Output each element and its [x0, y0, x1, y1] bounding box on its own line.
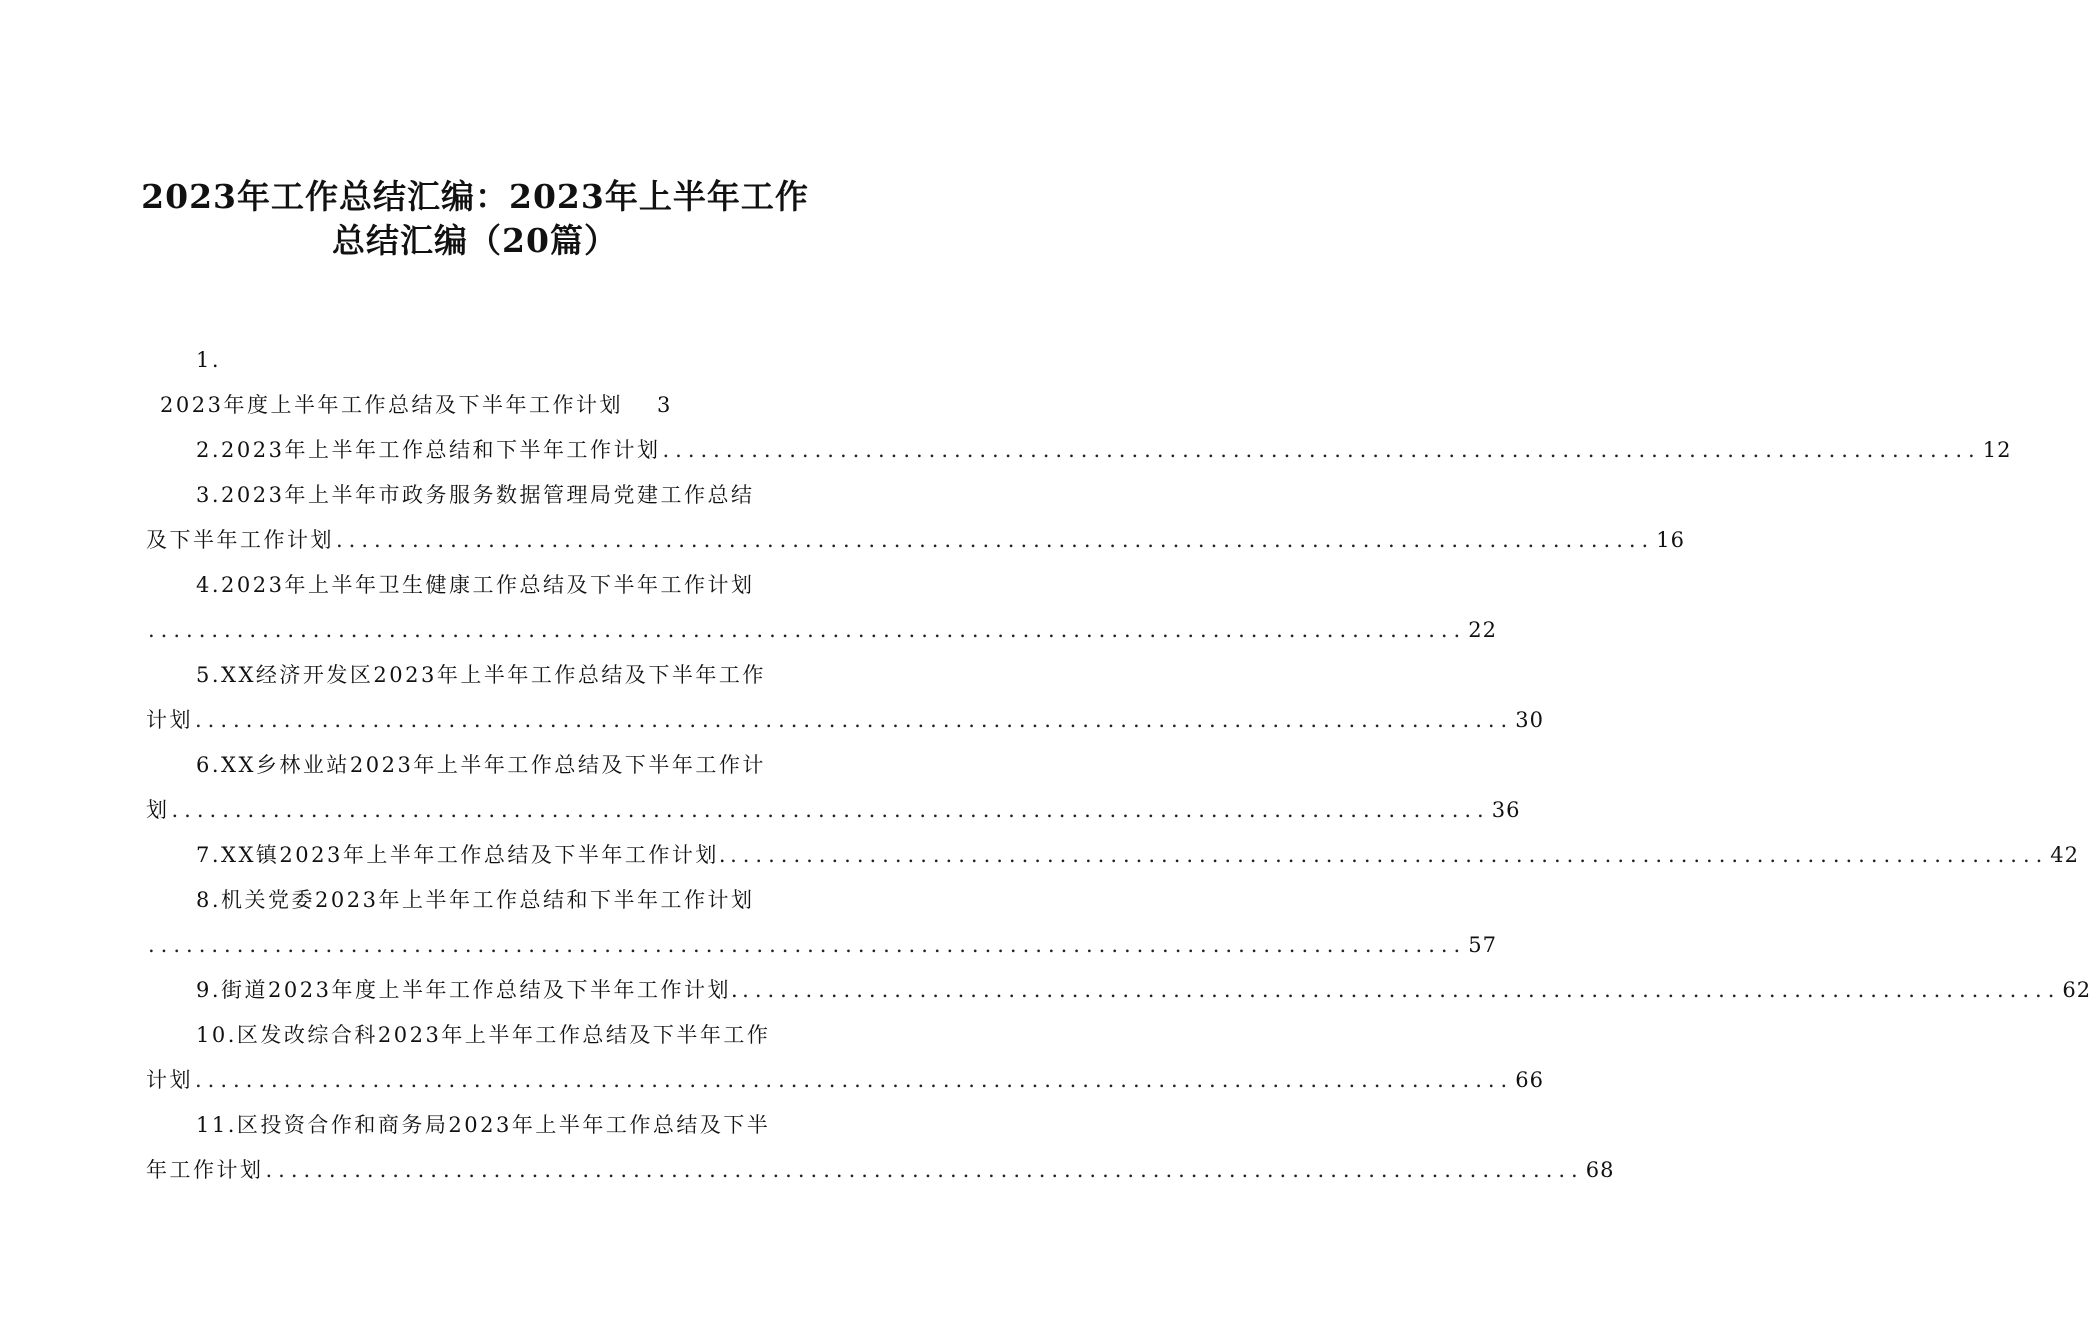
- toc-leader-dots: ........................................................................................................: [730, 843, 2049, 867]
- toc-entry-page: 42: [2050, 843, 2080, 867]
- toc-entry-page: 3: [656, 393, 672, 417]
- toc-entry-text: 4.2023年上半年卫生健康工作总结及下半年工作计划: [196, 573, 755, 597]
- toc-entry-9[interactable]: [146, 968, 2091, 1013]
- toc-entry-4-continued[interactable]: [146, 608, 1497, 653]
- toc-entry-6-continued[interactable]: [146, 788, 1521, 833]
- toc-entry-11[interactable]: [146, 1103, 806, 1148]
- toc-entry-8[interactable]: [146, 878, 806, 923]
- toc-entry-text: 及下半年工作计划: [146, 528, 334, 552]
- toc-entry-page: 36: [1491, 798, 1521, 822]
- toc-entry-text: 9.街道2023年度上半年工作总结及下半年工作计划.: [196, 978, 741, 1002]
- toc-entry-page: 68: [1585, 1158, 1615, 1182]
- toc-entry-4[interactable]: [146, 563, 806, 608]
- toc-entry-6[interactable]: [146, 743, 806, 788]
- toc-leader-dots: ........................................................................................................: [195, 708, 1514, 732]
- toc-leader-dots: ........................................................................................................: [742, 978, 2061, 1002]
- toc-entry-1-number[interactable]: [146, 338, 806, 383]
- toc-entry-text: 11.区投资合作和商务局2023年上半年工作总结及下半: [196, 1113, 771, 1137]
- toc-entry-text: 7.XX镇2023年上半年工作总结及下半年工作计划.: [196, 843, 729, 867]
- toc-leader-dots: ........................................................................................................: [148, 933, 1467, 957]
- table-of-contents: [146, 338, 2091, 1193]
- toc-entry-page: 16: [1656, 528, 1685, 552]
- toc-entry-text: 5.XX经济开发区2023年上半年工作总结及下半年工作: [196, 663, 766, 687]
- toc-entry-page: 22: [1468, 618, 1497, 642]
- toc-entry-2[interactable]: [146, 428, 2012, 473]
- toc-entry-page: 62: [2062, 978, 2091, 1002]
- toc-entry-page: 12: [1982, 438, 2012, 462]
- toc-entry-11-continued[interactable]: [146, 1148, 1615, 1193]
- toc-leader-dots: ........................................................................................................: [195, 1068, 1514, 1092]
- toc-entry-10[interactable]: [146, 1013, 806, 1058]
- toc-entry-text: 划: [146, 798, 170, 822]
- toc-leader-dots: ........................................................................................................: [171, 798, 1490, 822]
- toc-entry-page: 66: [1515, 1068, 1544, 1092]
- document-title-line-1: 2023年工作总结汇编：2023年上半年工作: [141, 177, 809, 216]
- toc-entry-3[interactable]: [146, 473, 806, 518]
- toc-entry-text: 2023年度上半年工作总结及下半年工作计划: [160, 393, 623, 417]
- toc-leader-dots: ........................................................................................................: [265, 1158, 1584, 1182]
- toc-entry-text: 年工作计划: [146, 1158, 264, 1182]
- toc-entry-text: 10.区发改综合科2023年上半年工作总结及下半年工作: [196, 1023, 771, 1047]
- toc-entry-text: 8.机关党委2023年上半年工作总结和下半年工作计划: [196, 888, 755, 912]
- toc-entry-5-continued[interactable]: [146, 698, 1544, 743]
- toc-entry-page: 30: [1515, 708, 1544, 732]
- toc-entry-text: 计划: [146, 1068, 193, 1092]
- toc-entry-text: 计划: [146, 708, 193, 732]
- toc-leader-dots: ........................................................................................................: [148, 618, 1467, 642]
- toc-entry-text: 2.2023年上半年工作总结和下半年工作计划: [196, 438, 661, 462]
- toc-entry-8-continued[interactable]: [146, 923, 1497, 968]
- document-title-line-2: 总结汇编（20篇）: [332, 221, 618, 260]
- toc-entry-text: 6.XX乡林业站2023年上半年工作总结及下半年工作计: [196, 753, 766, 777]
- toc-leader-dots: ........................................................................................................: [662, 438, 1981, 462]
- toc-entry-5[interactable]: [146, 653, 806, 698]
- toc-entry-3-continued[interactable]: [146, 518, 1685, 563]
- toc-entry-10-continued[interactable]: [146, 1058, 1544, 1103]
- toc-entry-page: 57: [1468, 933, 1497, 957]
- toc-leader-dots: ........................................................................................................: [336, 528, 1655, 552]
- toc-entry-1[interactable]: [146, 383, 806, 428]
- toc-entry-text: 1.: [196, 348, 222, 372]
- toc-entry-text: 3.2023年上半年市政务服务数据管理局党建工作总结: [196, 483, 755, 507]
- toc-entry-7[interactable]: [146, 833, 2080, 878]
